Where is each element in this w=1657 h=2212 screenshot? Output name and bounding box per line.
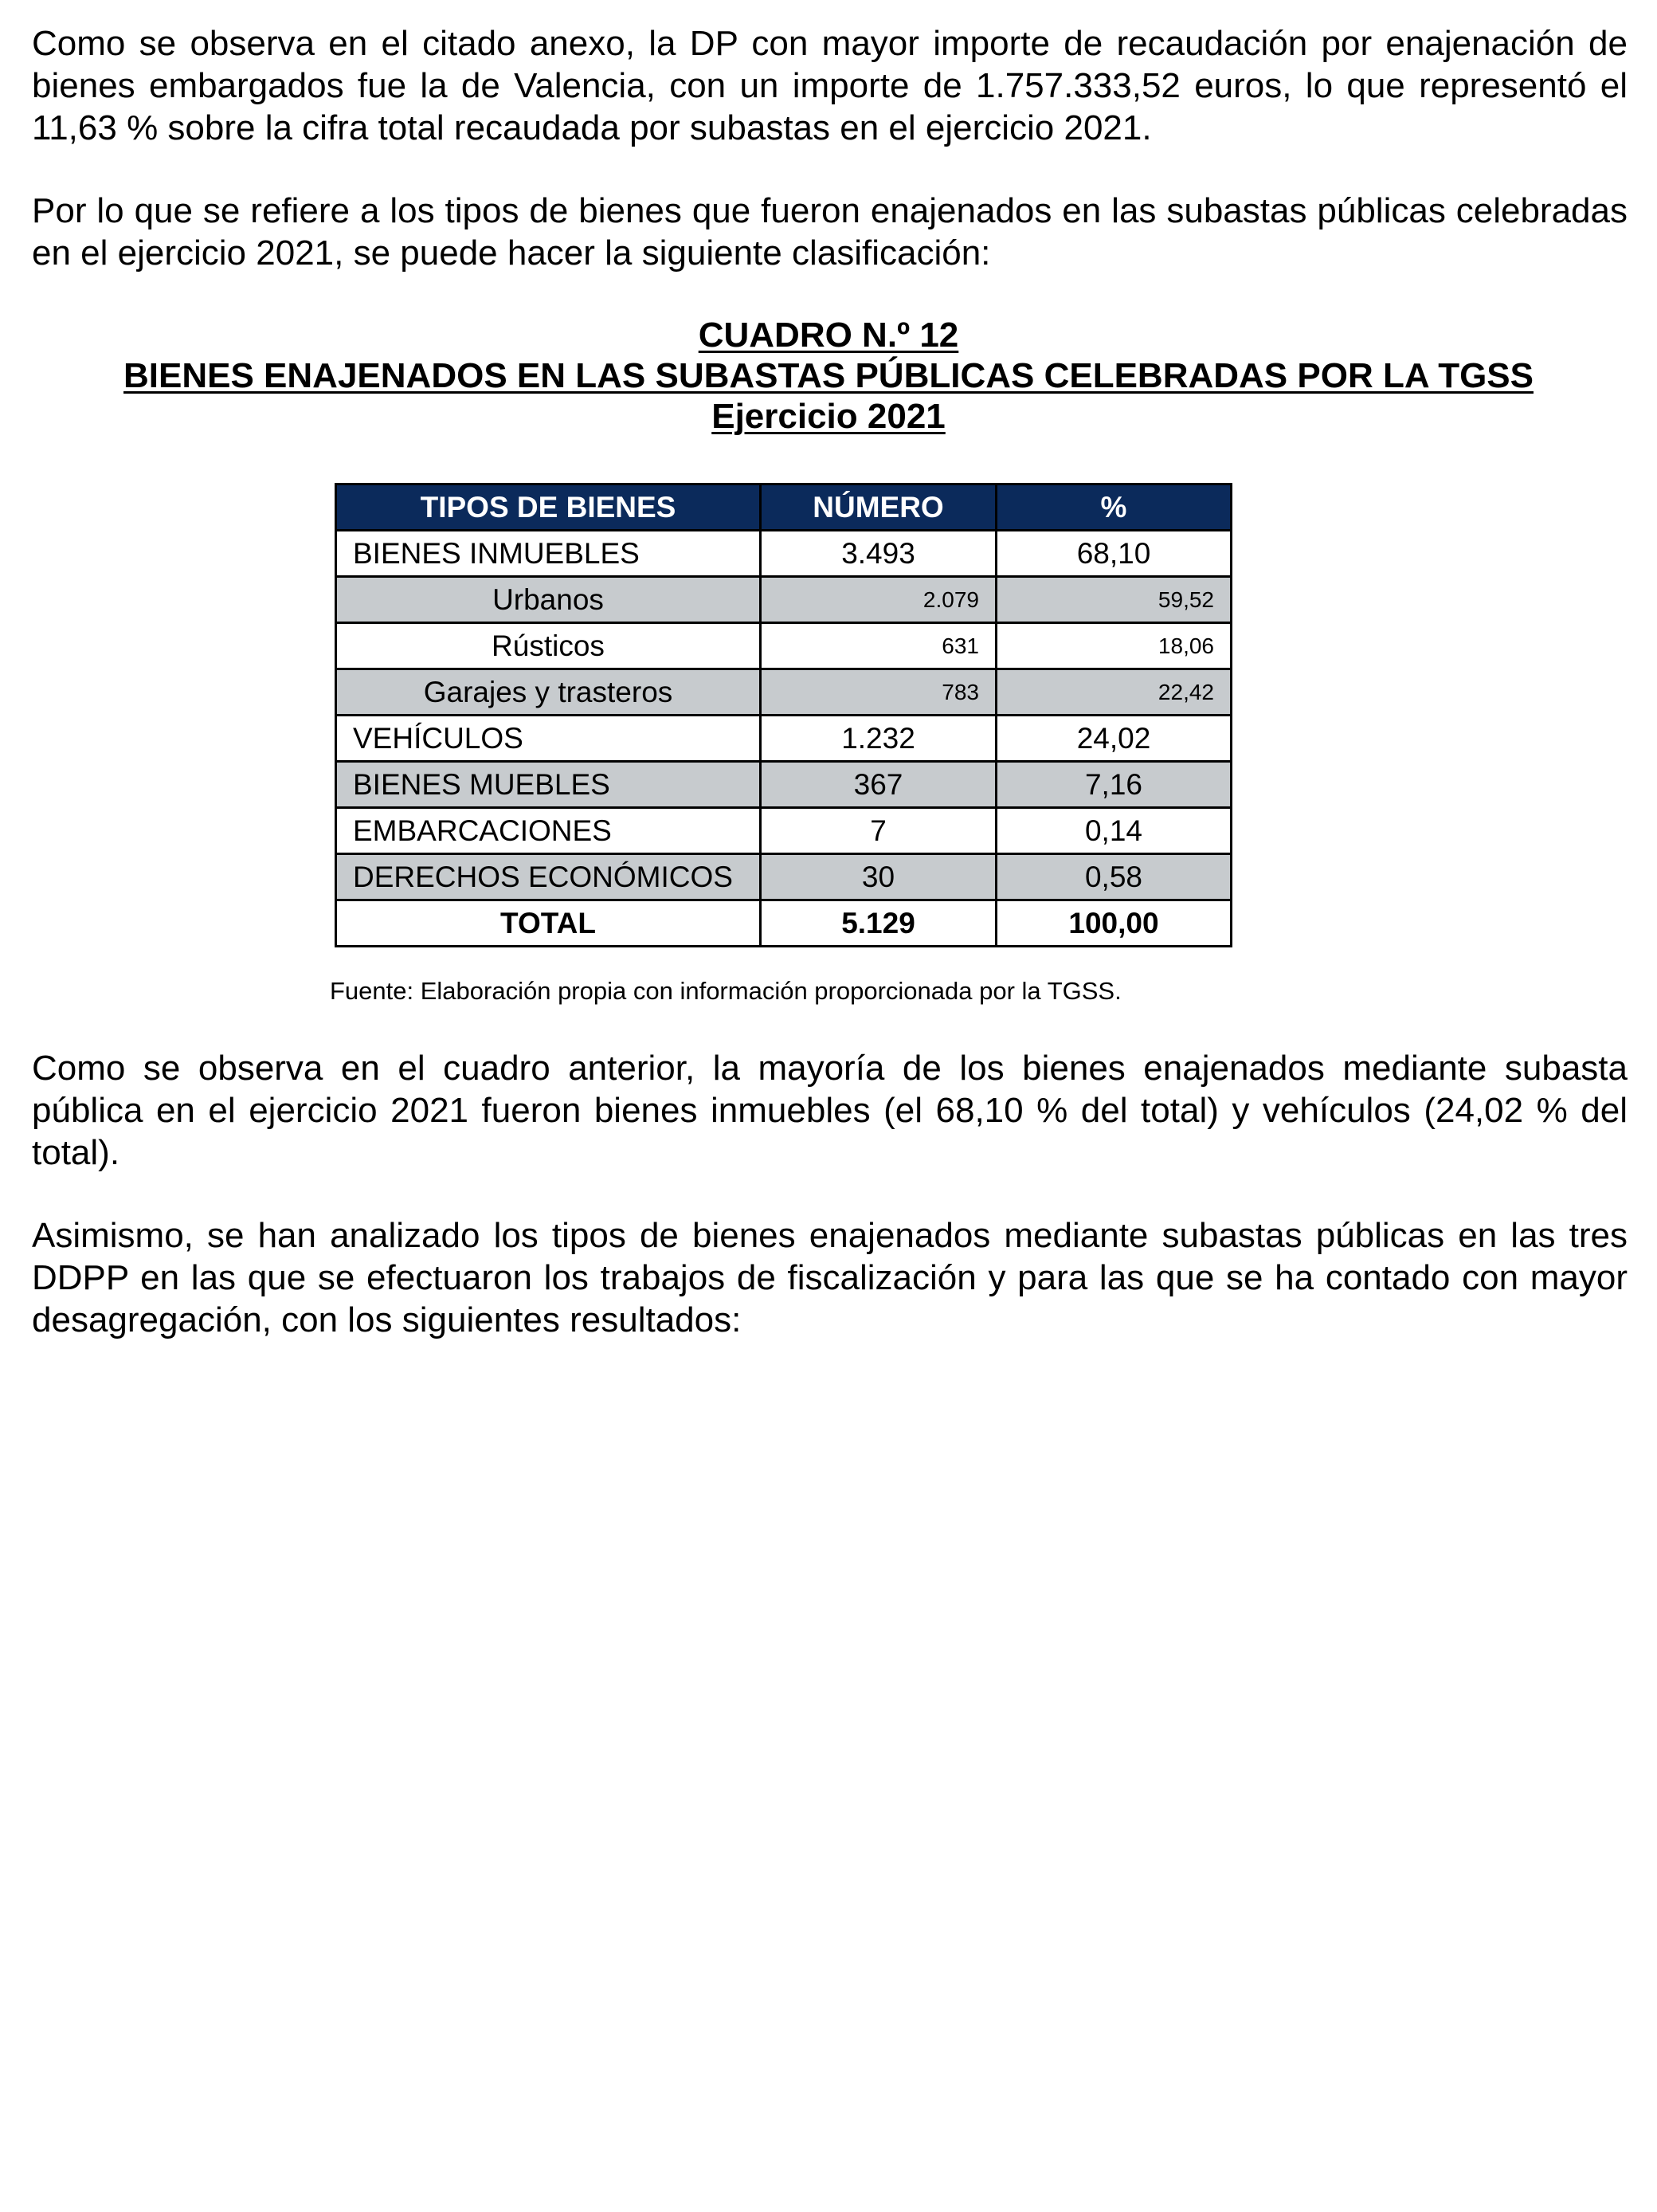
table-source-note: Fuente: Elaboración propia con información proporcionada por la TGSS. [330,977,1122,1005]
header-porcentaje: % [997,484,1232,531]
table-row [336,531,1232,577]
row-numero: 367 [761,762,997,808]
row-label: BIENES MUEBLES [336,762,761,808]
table-number-title: CUADRO N.º 12 [698,316,959,355]
row-porcentaje: 22,42 [997,669,1232,716]
row-label: VEHÍCULOS [336,716,761,762]
bienes-enajenados-table [335,483,1232,947]
row-numero: 1.232 [761,716,997,762]
row-porcentaje: 7,16 [997,762,1232,808]
table-year-title: Ejercicio 2021 [711,397,946,436]
row-numero: 30 [761,854,997,900]
paragraph-analisis-ddpp: Asimismo, se han analizado los tipos de bienes enajenados mediante subastas públicas en las tres DDPP en las que se efectuaron los trabajos de fiscalización y para las que se ha contado con mayor desagregación, con los siguientes resultados: [32,1216,1628,1339]
row-label: Urbanos [336,577,761,623]
row-label: Rústicos [336,623,761,669]
table-total-row [336,900,1232,947]
table-row [336,762,1232,808]
header-tipos-de-bienes: TIPOS DE BIENES [336,484,761,531]
table-header-row [336,484,1232,531]
row-numero: 2.079 [761,577,997,623]
total-porcentaje: 100,00 [997,900,1232,947]
table-row [336,808,1232,854]
row-numero: 631 [761,623,997,669]
row-porcentaje: 0,14 [997,808,1232,854]
row-numero: 783 [761,669,997,716]
paragraph-mayoria-bienes: Como se observa en el cuadro anterior, la mayoría de los bienes enajenados mediante subasta pública en el ejercicio 2021 fueron bienes inmuebles (el 68,10 % del total) y vehículos (24,02 % del total). [32,1049,1628,1172]
table-row [336,716,1232,762]
row-porcentaje: 0,58 [997,854,1232,900]
table-main-title: BIENES ENAJENADOS EN LAS SUBASTAS PÚBLICAS CELEBRADAS POR LA TGSS [123,356,1534,395]
table-row [336,623,1232,669]
row-porcentaje: 24,02 [997,716,1232,762]
table-row [336,854,1232,900]
row-porcentaje: 68,10 [997,531,1232,577]
header-numero: NÚMERO [761,484,997,531]
table-row [336,577,1232,623]
table-row [336,669,1232,716]
row-numero: 7 [761,808,997,854]
row-numero: 3.493 [761,531,997,577]
row-label: BIENES INMUEBLES [336,531,761,577]
table-heading [0,315,1657,437]
paragraph-tipos-bienes-intro: Por lo que se refiere a los tipos de bienes que fueron enajenados en las subastas públicas celebradas en el ejercicio 2021, se puede hacer la siguiente clasificación: [32,191,1628,273]
row-label: EMBARCACIONES [336,808,761,854]
row-label: Garajes y trasteros [336,669,761,716]
row-label: DERECHOS ECONÓMICOS [336,854,761,900]
row-porcentaje: 18,06 [997,623,1232,669]
total-numero: 5.129 [761,900,997,947]
paragraph-valencia-recaudacion: Como se observa en el citado anexo, la DP con mayor importe de recaudación por enajenación de bienes embargados fue la de Valencia, con un importe de 1.757.333,52 euros, lo que representó el 11,63 % sobre la cifra total recaudada por subastas en el ejercicio 2021. [32,24,1628,147]
total-label: TOTAL [336,900,761,947]
row-porcentaje: 59,52 [997,577,1232,623]
